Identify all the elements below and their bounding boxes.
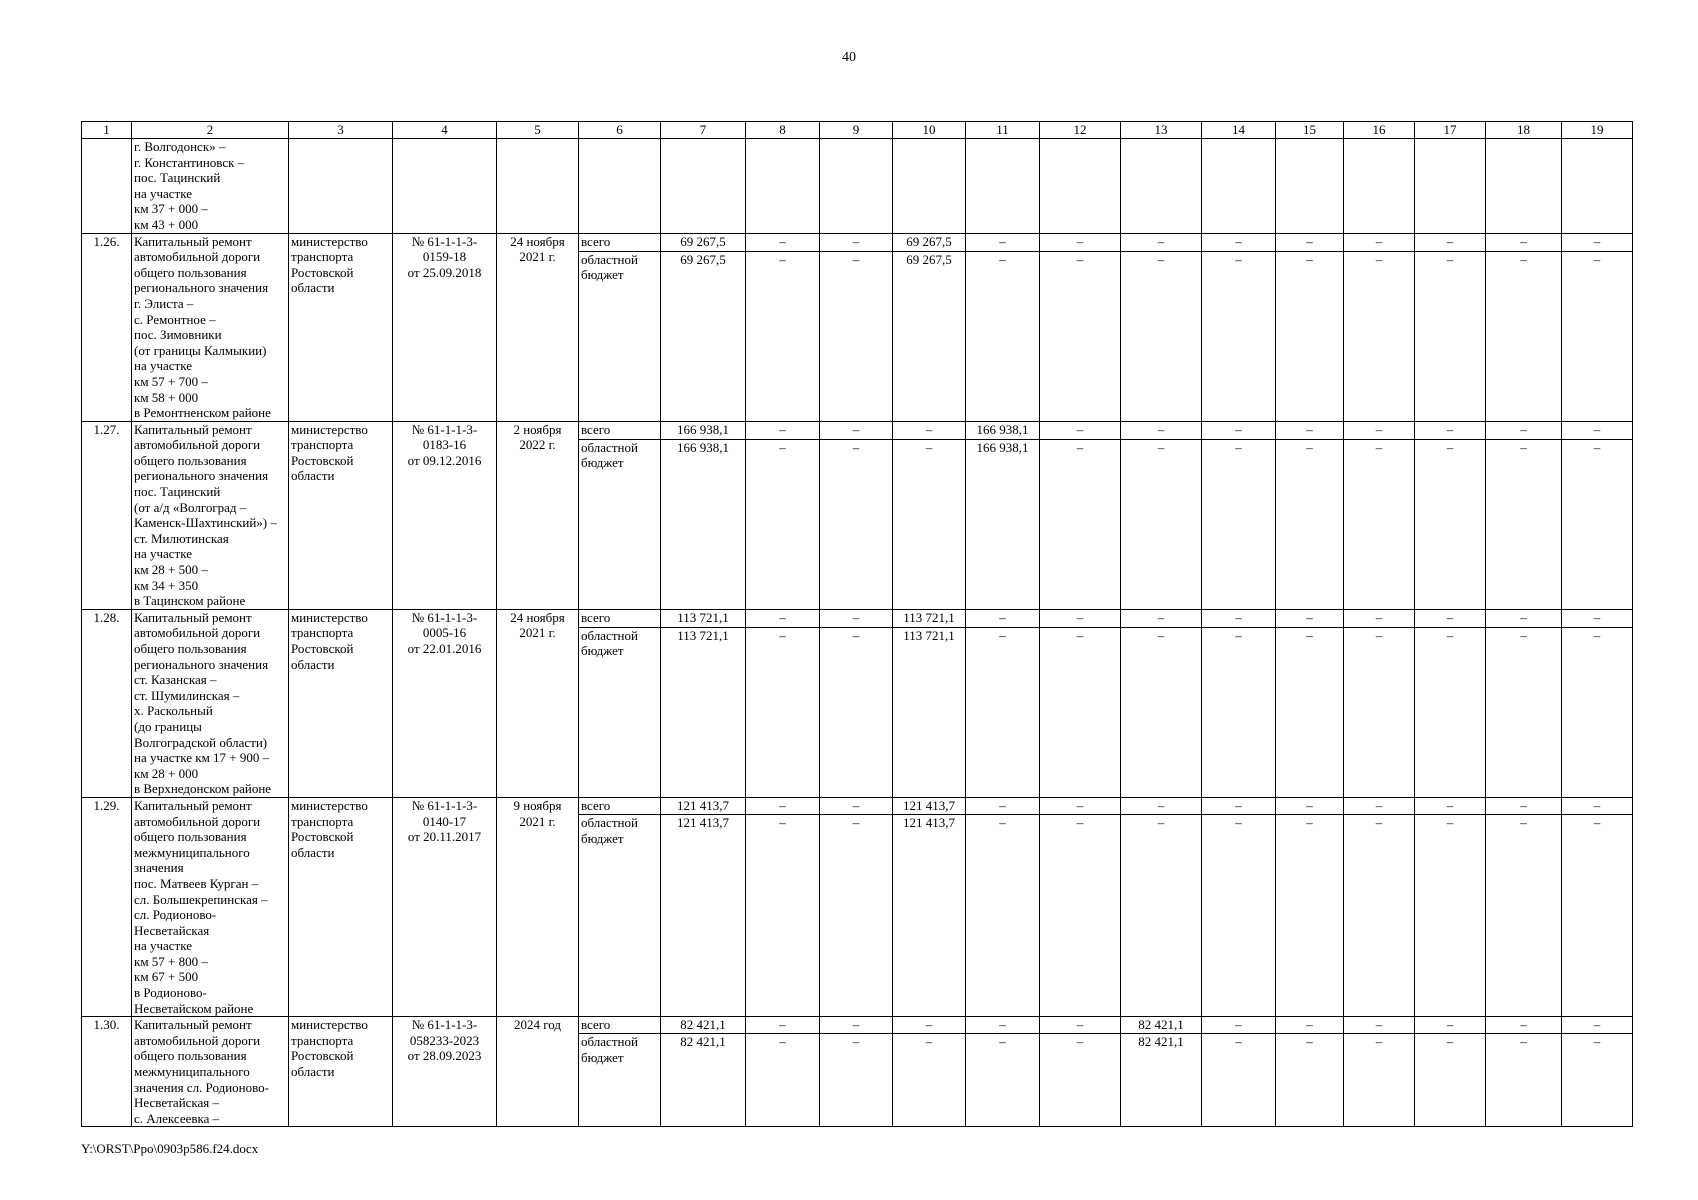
amount-cell: 121 413,7 — [661, 797, 746, 814]
amount-cell: – — [1040, 815, 1121, 1017]
column-number: 16 — [1344, 122, 1415, 139]
object-name-cell: Капитальный ремонт автомобильной дороги общего пользования регионального значения г. Элиста – с. Ремонтное – пос. Зимовники (от границы Калмыкии) на участке км 57 + 700 – км 58 + 000 в Ремонтненском районе — [132, 233, 289, 421]
expertise-cell: № 61-1-1-3- 0005-16 от 22.01.2016 — [393, 609, 497, 797]
amount-cell: – — [1344, 251, 1415, 421]
empty-cell — [1202, 139, 1276, 234]
funding-source-cell: областной бюджет — [579, 815, 661, 1017]
amount-cell: – — [1121, 797, 1202, 814]
amount-cell: – — [1202, 609, 1276, 627]
amount-cell: – — [1040, 1017, 1121, 1034]
funding-source-cell: областной бюджет — [579, 439, 661, 609]
amount-cell: – — [1276, 627, 1344, 797]
amount-cell: – — [893, 421, 966, 439]
expertise-cell: № 61-1-1-3- 058233-2023 от 28.09.2023 — [393, 1017, 497, 1127]
amount-cell: – — [1486, 251, 1562, 421]
amount-cell: – — [746, 797, 820, 814]
column-number: 12 — [1040, 122, 1121, 139]
empty-cell — [1040, 139, 1121, 234]
empty-cell — [579, 139, 661, 234]
amount-cell: – — [820, 1017, 893, 1034]
amount-cell: – — [1344, 627, 1415, 797]
funding-source-cell: областной бюджет — [579, 251, 661, 421]
amount-cell: 69 267,5 — [893, 233, 966, 251]
object-name-cell: г. Волгодонск» – г. Константиновск – пос. Тацинский на участке км 37 + 000 – км 43 + 000 — [132, 139, 289, 234]
amount-cell: – — [966, 233, 1040, 251]
amount-cell: – — [1276, 251, 1344, 421]
row-number-cell: 1.30. — [82, 1017, 132, 1127]
completion-date-cell: 2024 год — [497, 1017, 579, 1127]
amount-cell: – — [1121, 815, 1202, 1017]
amount-cell: – — [1562, 233, 1633, 251]
amount-cell: – — [893, 439, 966, 609]
amount-cell: – — [1121, 627, 1202, 797]
amount-cell: – — [1415, 1017, 1486, 1034]
column-number: 10 — [893, 122, 966, 139]
column-number-row — [82, 122, 1633, 139]
amount-cell: 82 421,1 — [1121, 1017, 1202, 1034]
amount-cell: – — [820, 1034, 893, 1127]
column-number: 19 — [1562, 122, 1633, 139]
row-number-cell: 1.28. — [82, 609, 132, 797]
amount-cell: – — [966, 627, 1040, 797]
customer-cell: министерство транспорта Ростовской области — [289, 797, 393, 1016]
empty-cell — [893, 139, 966, 234]
funding-source-cell: всего — [579, 609, 661, 627]
empty-cell — [497, 139, 579, 234]
amount-cell: – — [746, 1017, 820, 1034]
amount-cell: – — [820, 815, 893, 1017]
amount-cell: 113 721,1 — [661, 627, 746, 797]
amount-cell: 113 721,1 — [661, 609, 746, 627]
amount-cell: – — [1415, 233, 1486, 251]
funding-source-cell: всего — [579, 421, 661, 439]
amount-cell: – — [966, 1034, 1040, 1127]
amount-cell: – — [746, 233, 820, 251]
amount-cell: – — [746, 1034, 820, 1127]
amount-cell: – — [1415, 609, 1486, 627]
amount-cell: – — [1486, 439, 1562, 609]
table-row-total — [82, 797, 1633, 814]
amount-cell: – — [746, 439, 820, 609]
amount-cell: 121 413,7 — [893, 815, 966, 1017]
amount-cell: – — [1276, 1017, 1344, 1034]
column-number: 2 — [132, 122, 289, 139]
empty-cell — [393, 139, 497, 234]
amount-cell: – — [1486, 1017, 1562, 1034]
amount-cell: – — [1276, 1034, 1344, 1127]
amount-cell: – — [820, 627, 893, 797]
column-number: 9 — [820, 122, 893, 139]
amount-cell: 69 267,5 — [661, 251, 746, 421]
amount-cell: 166 938,1 — [966, 439, 1040, 609]
amount-cell: – — [1486, 627, 1562, 797]
object-name-cell: Капитальный ремонт автомобильной дороги общего пользования межмуниципального значения сл. Родионово- Несветайская – с. Алексеевка – — [132, 1017, 289, 1127]
customer-cell: министерство транспорта Ростовской области — [289, 233, 393, 421]
amount-cell: – — [1562, 439, 1633, 609]
column-number: 15 — [1276, 122, 1344, 139]
amount-cell: – — [1415, 439, 1486, 609]
amount-cell: 166 938,1 — [966, 421, 1040, 439]
object-name-cell: Капитальный ремонт автомобильной дороги общего пользования регионального значения ст. Казанская – ст. Шумилинская – х. Раскольный (до границы Волгоградской области) на участке км 17 + 900 – км 28 + 000 в Верхнедонском районе — [132, 609, 289, 797]
column-number: 1 — [82, 122, 132, 139]
amount-cell: – — [1040, 609, 1121, 627]
amount-cell: 166 938,1 — [661, 439, 746, 609]
amount-cell: – — [1121, 233, 1202, 251]
amount-cell: – — [1344, 815, 1415, 1017]
amount-cell: – — [1562, 1017, 1633, 1034]
amount-cell: – — [1276, 815, 1344, 1017]
expertise-cell: № 61-1-1-3- 0159-18 от 25.09.2018 — [393, 233, 497, 421]
amount-cell: – — [1415, 421, 1486, 439]
amount-cell: – — [893, 1034, 966, 1127]
empty-cell — [746, 139, 820, 234]
amount-cell: – — [1415, 251, 1486, 421]
empty-cell — [661, 139, 746, 234]
amount-cell: – — [1562, 797, 1633, 814]
amount-cell: – — [1486, 421, 1562, 439]
amount-cell: – — [1562, 251, 1633, 421]
amount-cell: – — [1344, 233, 1415, 251]
amount-cell: – — [966, 797, 1040, 814]
amount-cell: – — [1562, 1034, 1633, 1127]
funding-source-cell: всего — [579, 1017, 661, 1034]
amount-cell: – — [1276, 609, 1344, 627]
row-number-cell: 1.26. — [82, 233, 132, 421]
column-number: 14 — [1202, 122, 1276, 139]
amount-cell: – — [966, 251, 1040, 421]
amount-cell: – — [966, 1017, 1040, 1034]
amount-cell: – — [1202, 251, 1276, 421]
amount-cell: 113 721,1 — [893, 627, 966, 797]
amount-cell: – — [1344, 1017, 1415, 1034]
amount-cell: – — [1415, 627, 1486, 797]
amount-cell: – — [746, 627, 820, 797]
amount-cell: – — [1562, 627, 1633, 797]
empty-cell — [820, 139, 893, 234]
continuation-row — [82, 139, 1633, 234]
expertise-cell: № 61-1-1-3- 0183-16 от 09.12.2016 — [393, 421, 497, 609]
funding-source-cell: всего — [579, 233, 661, 251]
funding-source-cell: всего — [579, 797, 661, 814]
object-name-cell: Капитальный ремонт автомобильной дороги общего пользования регионального значения пос. Тацинский (от а/д «Волгоград – Каменск-Шахтинский») – ст. Милютинская на участке км 28 + 500 – км 34 + 350 в Тацинском районе — [132, 421, 289, 609]
amount-cell: – — [1202, 797, 1276, 814]
funding-source-cell: областной бюджет — [579, 1034, 661, 1127]
amount-cell: – — [1202, 1017, 1276, 1034]
table-row-total — [82, 1017, 1633, 1034]
amount-cell: – — [820, 233, 893, 251]
amount-cell: – — [1486, 609, 1562, 627]
column-number: 7 — [661, 122, 746, 139]
table-row-total — [82, 421, 1633, 439]
amount-cell: – — [746, 421, 820, 439]
amount-cell: – — [1486, 815, 1562, 1017]
column-number: 13 — [1121, 122, 1202, 139]
amount-cell: 166 938,1 — [661, 421, 746, 439]
amount-cell: – — [1486, 797, 1562, 814]
amount-cell: – — [1276, 233, 1344, 251]
amount-cell: – — [1276, 439, 1344, 609]
amount-cell: – — [1040, 627, 1121, 797]
amount-cell: – — [746, 609, 820, 627]
amount-cell: – — [820, 609, 893, 627]
amount-cell: 69 267,5 — [661, 233, 746, 251]
column-number: 5 — [497, 122, 579, 139]
amount-cell: – — [1121, 439, 1202, 609]
row-number-cell: 1.29. — [82, 797, 132, 1016]
empty-cell — [1415, 139, 1486, 234]
amount-cell: – — [893, 1017, 966, 1034]
amount-cell: – — [1202, 421, 1276, 439]
amount-cell: – — [1121, 609, 1202, 627]
amount-cell: – — [1202, 1034, 1276, 1127]
completion-date-cell: 24 ноября 2021 г. — [497, 609, 579, 797]
empty-cell — [1276, 139, 1344, 234]
amount-cell: – — [1121, 421, 1202, 439]
amount-cell: – — [1040, 439, 1121, 609]
amount-cell: – — [820, 797, 893, 814]
amount-cell: 121 413,7 — [893, 797, 966, 814]
amount-cell: 82 421,1 — [661, 1034, 746, 1127]
amount-cell: – — [1040, 233, 1121, 251]
amount-cell: – — [966, 609, 1040, 627]
amount-cell: – — [1202, 233, 1276, 251]
funding-source-cell: областной бюджет — [579, 627, 661, 797]
completion-date-cell: 9 ноября 2021 г. — [497, 797, 579, 1016]
amount-cell: – — [1202, 439, 1276, 609]
column-number: 3 — [289, 122, 393, 139]
amount-cell: – — [1486, 1034, 1562, 1127]
amount-cell: – — [1121, 251, 1202, 421]
amount-cell: – — [1040, 251, 1121, 421]
amount-cell: – — [1344, 797, 1415, 814]
amount-cell: 113 721,1 — [893, 609, 966, 627]
column-number: 18 — [1486, 122, 1562, 139]
empty-cell — [1562, 139, 1633, 234]
table-row-total — [82, 233, 1633, 251]
amount-cell: – — [1202, 815, 1276, 1017]
page-number: 40 — [842, 50, 856, 65]
amount-cell: – — [1562, 815, 1633, 1017]
column-number: 4 — [393, 122, 497, 139]
amount-cell: – — [1040, 421, 1121, 439]
amount-cell: – — [1344, 421, 1415, 439]
amount-cell: – — [1202, 627, 1276, 797]
empty-cell — [1486, 139, 1562, 234]
column-number: 8 — [746, 122, 820, 139]
amount-cell: – — [1344, 609, 1415, 627]
empty-cell — [1121, 139, 1202, 234]
amount-cell: – — [1276, 421, 1344, 439]
column-number: 17 — [1415, 122, 1486, 139]
table-row-total — [82, 609, 1633, 627]
amount-cell: – — [1344, 439, 1415, 609]
amount-cell: – — [966, 815, 1040, 1017]
completion-date-cell: 2 ноября 2022 г. — [497, 421, 579, 609]
empty-cell — [966, 139, 1040, 234]
amount-cell: – — [1415, 797, 1486, 814]
amount-cell: 82 421,1 — [661, 1017, 746, 1034]
amount-cell: – — [746, 251, 820, 421]
data-table — [81, 121, 1633, 1127]
column-number: 11 — [966, 122, 1040, 139]
footer-file-path: Y:\ORST\Ppo\0903p586.f24.docx — [81, 1141, 259, 1156]
amount-cell: – — [1562, 609, 1633, 627]
amount-cell: – — [1276, 797, 1344, 814]
empty-cell — [1344, 139, 1415, 234]
customer-cell: министерство транспорта Ростовской области — [289, 609, 393, 797]
amount-cell: – — [1486, 233, 1562, 251]
amount-cell: – — [820, 439, 893, 609]
empty-cell — [82, 139, 132, 234]
completion-date-cell: 24 ноября 2021 г. — [497, 233, 579, 421]
column-number: 6 — [579, 122, 661, 139]
amount-cell: – — [1415, 1034, 1486, 1127]
row-number-cell: 1.27. — [82, 421, 132, 609]
amount-cell: 121 413,7 — [661, 815, 746, 1017]
amount-cell: – — [820, 251, 893, 421]
customer-cell: министерство транспорта Ростовской области — [289, 421, 393, 609]
object-name-cell: Капитальный ремонт автомобильной дороги общего пользования межмуниципального значения пос. Матвеев Курган – сл. Большекрепинская – сл. Родионово- Несветайская на участке км 57 + 800 – км 67 + 500 в Родионово- Несветайском районе — [132, 797, 289, 1016]
amount-cell: 69 267,5 — [893, 251, 966, 421]
amount-cell: 82 421,1 — [1121, 1034, 1202, 1127]
amount-cell: – — [1344, 1034, 1415, 1127]
expertise-cell: № 61-1-1-3- 0140-17 от 20.11.2017 — [393, 797, 497, 1016]
amount-cell: – — [1040, 1034, 1121, 1127]
customer-cell: министерство транспорта Ростовской области — [289, 1017, 393, 1127]
amount-cell: – — [746, 815, 820, 1017]
amount-cell: – — [1040, 797, 1121, 814]
amount-cell: – — [820, 421, 893, 439]
amount-cell: – — [1562, 421, 1633, 439]
empty-cell — [289, 139, 393, 234]
amount-cell: – — [1415, 815, 1486, 1017]
